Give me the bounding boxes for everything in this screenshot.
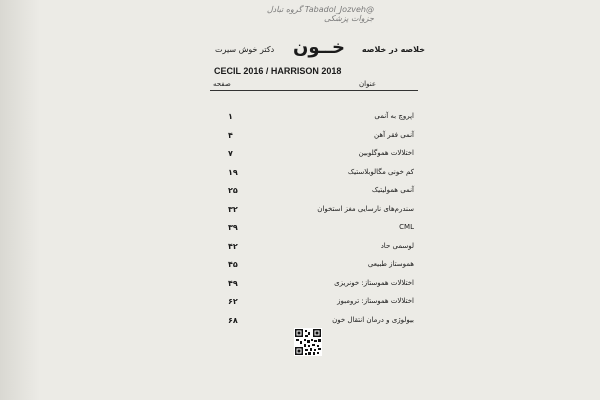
toc-page-number: ۴۹	[228, 278, 238, 288]
toc-chapter-title: آنمی همولیتیک	[371, 186, 414, 194]
toc-chapter-title: سندرم‌های نارسایی مغز استخوان	[317, 204, 414, 213]
toc-chapter-title: لوسمی حاد	[380, 241, 414, 250]
toc-chapter-title: بیولوژی و درمان انتقال خون	[332, 315, 414, 324]
qr-code-icon	[294, 328, 322, 356]
toc-row	[210, 168, 430, 187]
toc-page-number: ۷	[228, 149, 233, 158]
series-label: خلاصه در خلاصه	[361, 45, 425, 54]
watermark-text: @Tabadol_Jozveh گروه تبادل جزوات پزشکی	[266, 5, 374, 23]
toc-chapter-title: اختلالات هموستاز: خونریزی	[334, 278, 414, 287]
toc-row	[210, 131, 430, 150]
toc-row	[210, 279, 430, 298]
toc-page-number: ۱	[228, 112, 233, 121]
toc-row	[210, 186, 430, 205]
toc-chapter-title: هموستاز طبیعی	[367, 260, 414, 268]
toc-page-number: ۳۹	[228, 223, 238, 232]
toc-page-number: ۱۹	[228, 167, 238, 177]
toc-page-number: ۴	[228, 130, 233, 140]
toc-row	[210, 149, 430, 168]
toc-page-number: ۴۲	[228, 241, 238, 251]
toc-row	[210, 205, 430, 224]
toc-chapter-title: CML	[399, 223, 414, 231]
toc-page-number: ۶۸	[228, 315, 238, 325]
author-name: دکتر خوش سیرت	[215, 45, 275, 54]
toc-chapter-title: کم خونی مگالوبلاستیک	[347, 167, 414, 176]
toc-chapter-title: اپروچ به آنمی	[374, 112, 414, 120]
toc-row	[210, 242, 430, 261]
header-divider	[210, 90, 418, 91]
table-of-contents	[210, 112, 430, 334]
toc-row	[210, 297, 430, 316]
page-column-header: صفحه	[213, 80, 231, 88]
toc-chapter-title: اختلالات هموگلوبین	[358, 149, 414, 157]
toc-page-number: ۶۲	[228, 297, 238, 306]
toc-page-number: ۳۲	[228, 204, 238, 214]
toc-row	[210, 223, 430, 242]
toc-row	[210, 260, 430, 279]
edition-references: CECIL 2016 / HARRISON 2018	[214, 66, 342, 76]
book-title: خــون	[293, 37, 345, 58]
toc-page-number: ۲۵	[228, 186, 238, 195]
document-header	[215, 37, 425, 59]
toc-chapter-title: اختلالات هموستاز: ترومبوز	[337, 297, 414, 305]
toc-row	[210, 112, 430, 131]
title-column-header: عنوان	[359, 80, 376, 88]
toc-page-number: ۴۵	[228, 260, 238, 269]
toc-chapter-title: آنمی فقر آهن	[374, 130, 414, 139]
scan-shadow	[0, 0, 40, 400]
